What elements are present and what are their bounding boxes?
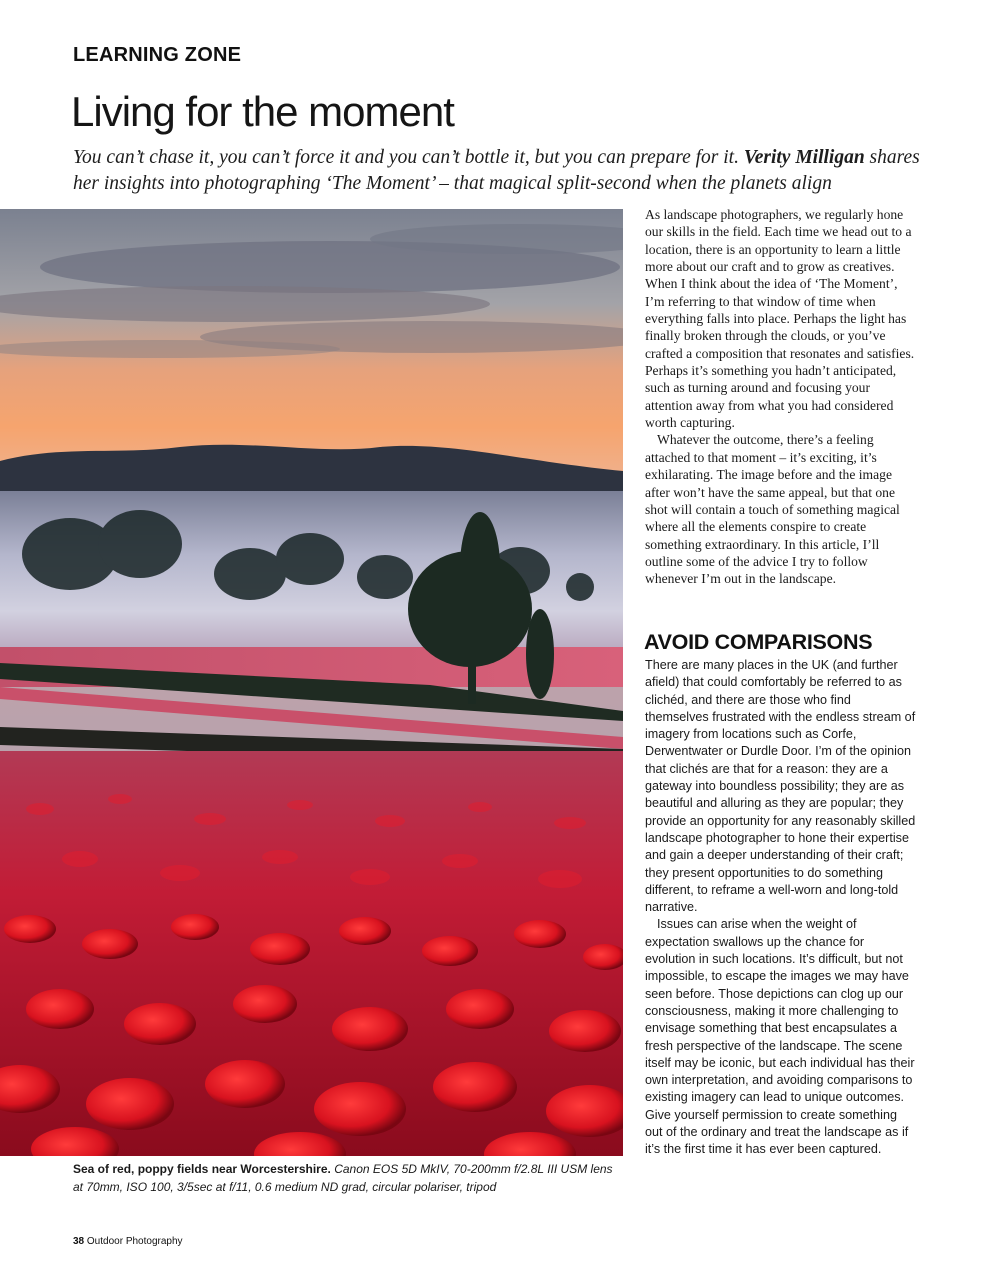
section-body (645, 657, 917, 1159)
standfirst-text: You can’t chase it, you can’t force it and you can’t bottle it, but you can prepare for it. (73, 147, 739, 168)
standfirst (73, 145, 933, 197)
body-paragraph: There are many places in the UK (and further afield) that could comfortably be referred to as clichéd, and there are those who find themselves frustrated with the endless stream of imagery from locations such as Corfe, Derwentwater or Durdle Door. I’m of the opinion that clichés are that for a reason: they are a gateway into boundless possibility; they are as beautiful and alluring as they are popular; they provide an opportunity for any reasonably skilled landscape photographer to hone their expertise and gain a deeper understanding of their craft; they present opportunities to do something different, to reframe a well-worn and long-told narrative. (645, 658, 916, 915)
intro-paragraph: Whatever the outcome, there’s a feeling attached to that moment – it’s exciting, it’s exhilarating. The image before and the image after won’t have the same appeal, but that one shot will contain a touch of something magical where all the elements conspire to create something extraordinary. In this article, I’ll outline some of the advice I try to follow whenever I’m out in the landscape. (645, 432, 900, 587)
author-name: Verity Milligan (743, 147, 865, 168)
page-number: 38 (73, 1236, 85, 1247)
page-title: Living for the moment (71, 88, 454, 135)
photo-caption (73, 1160, 613, 1196)
poppy-field-photo (0, 209, 623, 1156)
intro-column (645, 206, 917, 588)
standfirst-text-continued: shares her insights into photographing ‘The Moment’ – that magical split-second when the planets align (73, 147, 920, 194)
intro-paragraph: As landscape photographers, we regularly hone our skills in the field. Each time we head out to a location, there is an opportunity to learn a little more about our craft and to grow as creatives. When I think about the idea of ‘The Moment’, I’m referring to that window of time when everything falls into place. Perhaps the light has finally broken through the clouds, or you’ve crafted a composition that resonates and satisfies. Perhaps it’s something you hadn’t anticipated, such as turning around and focusing your attention away from what you had considered worth capturing. (645, 207, 915, 431)
body-paragraph: Issues can arise when the weight of expectation swallows up the chance for evolution in such locations. It’s difficult, but not impossible, to escape the images we may have seen before. Those depictions can clog up our consciousness, making it more challenging to envisage something that best encapsulates a fresh perspective of the landscape. The scene itself may be iconic, but each individual has their own interpretation, and avoiding comparisons to existing imagery can lead to unique outcomes. Give yourself permission to create something out of the ordinary and treat the landscape as if it’s the first time it has ever been captured. (645, 917, 915, 1157)
caption-details: Canon EOS 5D MkIV, 70-200mm f/2.8L III USM lens at 70mm, ISO 100, 3/5sec at f/11, 0.6 medium ND grad, circular polariser, tripod (73, 1162, 613, 1194)
section-label: LEARNING ZONE (73, 44, 242, 66)
page-footer (73, 1236, 183, 1247)
publication-name: Outdoor Photography (86, 1236, 183, 1247)
section-heading: AVOID COMPARISONS (644, 630, 873, 654)
caption-title: Sea of red, poppy fields near Worcestershire. (73, 1162, 331, 1176)
